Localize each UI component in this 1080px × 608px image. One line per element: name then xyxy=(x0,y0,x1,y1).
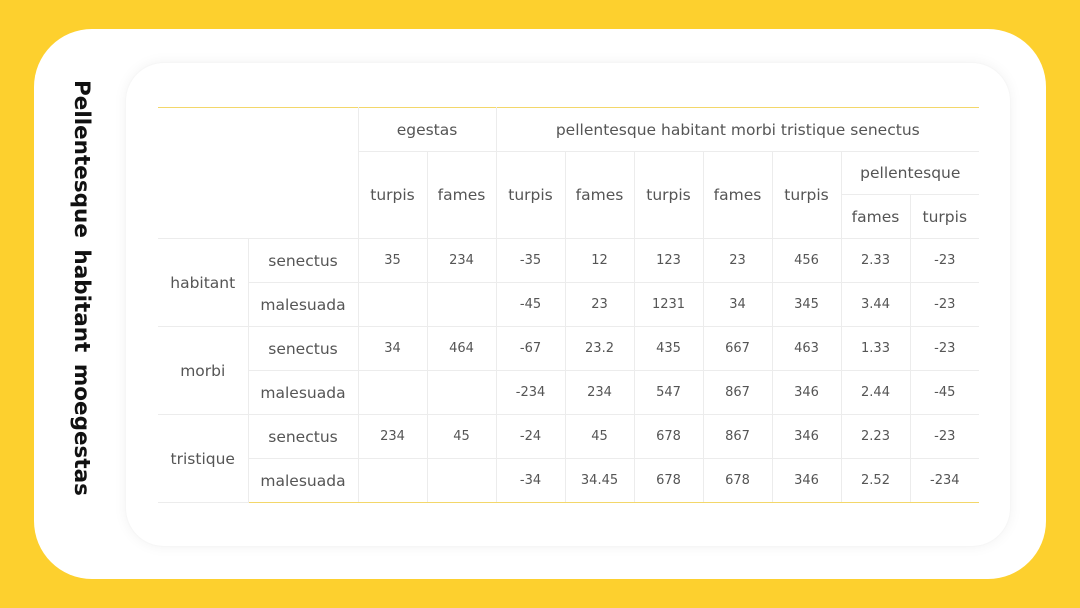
table-cell: 346 xyxy=(772,415,841,459)
table-cell: 12 xyxy=(565,239,634,283)
table-cell: 23.2 xyxy=(565,327,634,371)
table-cell xyxy=(358,283,427,327)
table-cell xyxy=(358,371,427,415)
table-cell: 2.33 xyxy=(841,239,910,283)
table-cell: 464 xyxy=(427,327,496,371)
row-label: malesuada xyxy=(248,371,358,415)
table-cell: 23 xyxy=(703,239,772,283)
table-cell xyxy=(427,371,496,415)
table-row xyxy=(158,283,979,327)
data-table xyxy=(158,107,979,503)
row-label: senectus xyxy=(248,327,358,371)
table-cell: 34 xyxy=(358,327,427,371)
table-cell xyxy=(427,459,496,503)
table-cell: -234 xyxy=(910,459,979,503)
slide-title: Pellentesque habitant moegestas xyxy=(69,80,94,496)
slide-title-container xyxy=(60,80,100,530)
table-cell: -234 xyxy=(496,371,565,415)
column-header: turpis xyxy=(496,152,565,239)
table-cell: -23 xyxy=(910,239,979,283)
group-header-pellentesque-habitant: pellentesque habitant morbi tristique senectus xyxy=(496,108,979,152)
table-cell: -67 xyxy=(496,327,565,371)
table-cell: -23 xyxy=(910,327,979,371)
table-cell: 678 xyxy=(703,459,772,503)
column-header: turpis xyxy=(358,152,427,239)
table-cell: 2.44 xyxy=(841,371,910,415)
column-header: turpis xyxy=(634,152,703,239)
table-cell: 346 xyxy=(772,459,841,503)
table-row xyxy=(158,327,979,371)
table-cell: 34 xyxy=(703,283,772,327)
table-cell: -34 xyxy=(496,459,565,503)
table-cell xyxy=(427,283,496,327)
table-cell: 123 xyxy=(634,239,703,283)
table-cell: 23 xyxy=(565,283,634,327)
table-cell: 867 xyxy=(703,415,772,459)
table-cell: 2.23 xyxy=(841,415,910,459)
table-cell: -23 xyxy=(910,283,979,327)
table-row xyxy=(158,239,979,283)
table-cell: 34.45 xyxy=(565,459,634,503)
column-header: fames xyxy=(841,195,910,239)
table-cell: -45 xyxy=(910,371,979,415)
table-cell: 678 xyxy=(634,459,703,503)
table-cell: 346 xyxy=(772,371,841,415)
table-cell: 234 xyxy=(565,371,634,415)
header-row-1 xyxy=(158,108,979,152)
table-row xyxy=(158,415,979,459)
column-header: fames xyxy=(565,152,634,239)
row-group-label: morbi xyxy=(158,327,248,415)
table-cell: 435 xyxy=(634,327,703,371)
table-cell: 45 xyxy=(427,415,496,459)
table-row xyxy=(158,371,979,415)
group-header-egestas: egestas xyxy=(358,108,496,152)
table-cell: -23 xyxy=(910,415,979,459)
row-label: senectus xyxy=(248,239,358,283)
table-cell: 1231 xyxy=(634,283,703,327)
table-cell: 2.52 xyxy=(841,459,910,503)
table-cell: 1.33 xyxy=(841,327,910,371)
table-cell: 3.44 xyxy=(841,283,910,327)
column-header: turpis xyxy=(772,152,841,239)
table-cell: 547 xyxy=(634,371,703,415)
table-cell: -35 xyxy=(496,239,565,283)
table-cell: 345 xyxy=(772,283,841,327)
row-label: malesuada xyxy=(248,283,358,327)
column-header: turpis xyxy=(910,195,979,239)
table-cell: 867 xyxy=(703,371,772,415)
column-header: fames xyxy=(427,152,496,239)
table-cell: 463 xyxy=(772,327,841,371)
table-cell: 234 xyxy=(358,415,427,459)
row-group-label: tristique xyxy=(158,415,248,503)
group-header-pellentesque: pellentesque xyxy=(841,152,979,195)
row-label: malesuada xyxy=(248,459,358,503)
row-group-label: habitant xyxy=(158,239,248,327)
table-cell xyxy=(358,459,427,503)
table-cell: 667 xyxy=(703,327,772,371)
column-header: fames xyxy=(703,152,772,239)
table-cell: -24 xyxy=(496,415,565,459)
table-row xyxy=(158,459,979,503)
corner-cell xyxy=(158,108,358,239)
table-cell: 45 xyxy=(565,415,634,459)
table-cell: 678 xyxy=(634,415,703,459)
table-cell: -45 xyxy=(496,283,565,327)
table-cell: 35 xyxy=(358,239,427,283)
table-cell: 456 xyxy=(772,239,841,283)
row-label: senectus xyxy=(248,415,358,459)
table-cell: 234 xyxy=(427,239,496,283)
